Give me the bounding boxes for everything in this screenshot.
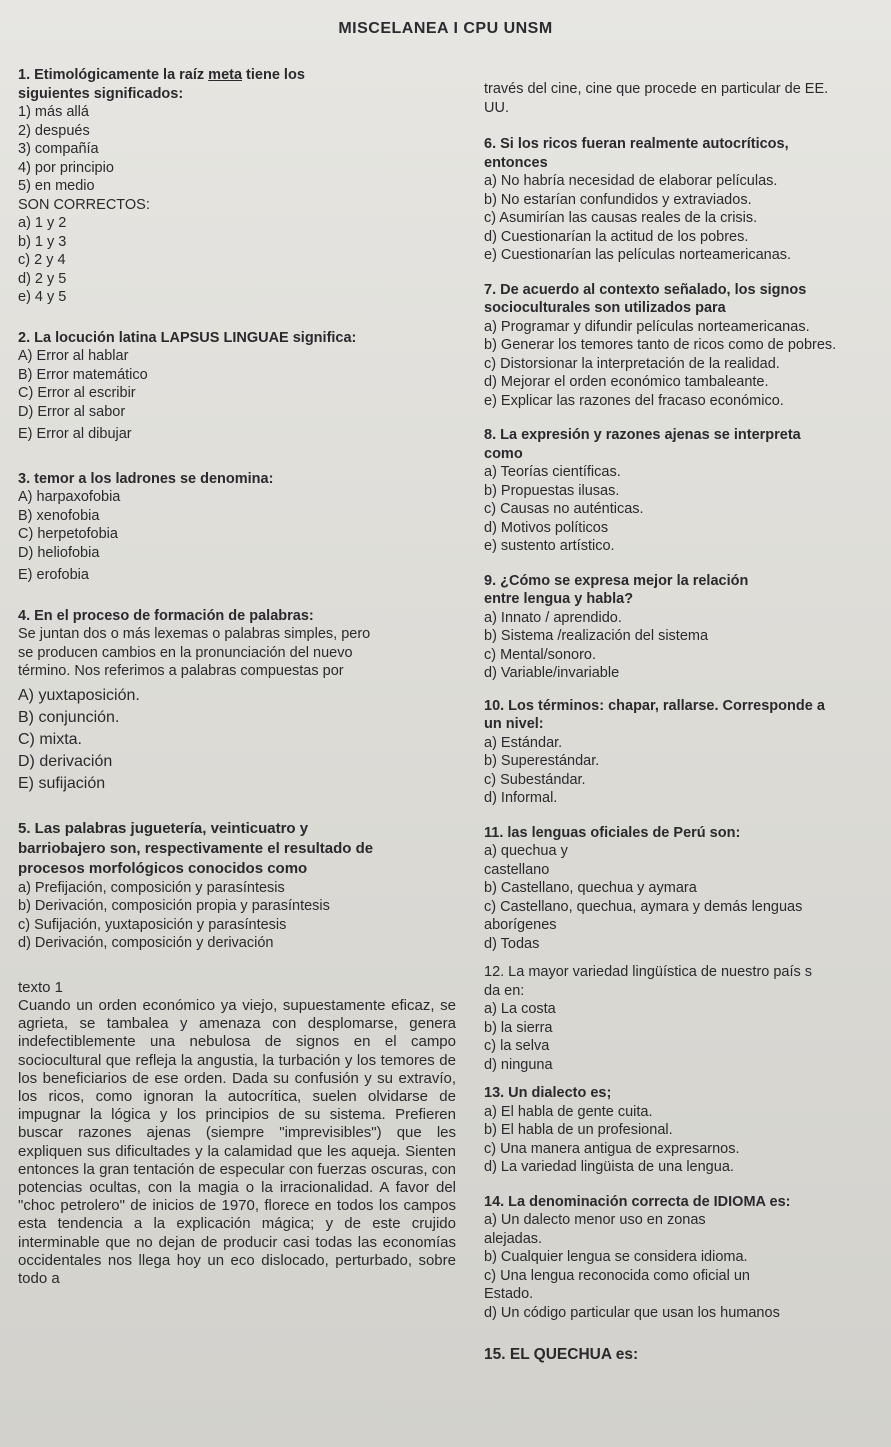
question-2-text: 2. La locución latina LAPSUS LINGUAE significa:: [18, 329, 357, 346]
q1-option-c[interactable]: c) 2 y 4: [18, 252, 66, 268]
q13-option-b[interactable]: b) El habla de un profesional.: [484, 1122, 673, 1138]
q8-option-a[interactable]: a) Teorías científicas.: [484, 464, 621, 480]
question-8-text: 8. La expresión y razones ajenas se interpreta como: [484, 427, 801, 462]
q6-option-c[interactable]: c) Asumirían las causas reales de la crisis.: [484, 210, 758, 226]
q1-option-e[interactable]: e) 4 y 5: [18, 289, 67, 305]
question-1-text: 1. Etimológicamente la raíz meta tiene los siguientes significados:: [18, 67, 305, 102]
q3-option-d[interactable]: D) heliofobia: [18, 544, 100, 561]
q8-option-c[interactable]: c) Causas no auténticas.: [484, 501, 644, 517]
q13-option-c[interactable]: c) Una manera antigua de expresarnos.: [484, 1140, 740, 1157]
passage-continuation: través del cine, cine que procede en particular de EE. UU.: [484, 81, 829, 116]
q8-option-e[interactable]: e) sustento artístico.: [484, 538, 615, 554]
q9-option-d[interactable]: d) Variable/invariable: [484, 665, 620, 681]
q12-option-c[interactable]: c) la selva: [484, 1038, 550, 1054]
q11-option-d[interactable]: d) Todas: [484, 935, 540, 952]
q8-option-d[interactable]: d) Motivos políticos: [484, 519, 609, 536]
question-12-text: 12. La mayor variedad lingüística de nuestro país s da en:: [484, 964, 813, 999]
q10-option-d[interactable]: d) Informal.: [484, 790, 558, 806]
q1-prompt: SON CORRECTOS:: [18, 196, 150, 213]
q9-option-b[interactable]: b) Sistema /realización del sistema: [484, 628, 709, 644]
question-6-text: 6. Si los ricos fueran realmente autocríticos, entonces: [484, 136, 789, 171]
q10-option-c[interactable]: c) Subestándar.: [484, 771, 586, 788]
right-column: [484, 80, 889, 1375]
question-10: [484, 697, 889, 808]
question-13-text: 13. Un dialecto es;: [484, 1085, 612, 1101]
question-10-text: 10. Los términos: chapar, rallarse. Corresponde a un nivel:: [484, 697, 825, 732]
q13-option-d[interactable]: d) La variedad lingüista de una lengua.: [484, 1159, 734, 1175]
question-3-text: 3. temor a los ladrones se denomina:: [18, 470, 274, 487]
question-4-text: 4. En el proceso de formación de palabras:: [18, 607, 314, 624]
q14-option-a[interactable]: a) Un dalecto menor uso en zonas alejadas.: [484, 1212, 706, 1247]
q2-option-a[interactable]: A) Error al hablar: [18, 348, 129, 364]
q1-option-b[interactable]: b) 1 y 3: [18, 233, 67, 250]
question-15: [484, 1346, 889, 1365]
question-14: [484, 1193, 889, 1323]
q12-option-b[interactable]: b) la sierra: [484, 1019, 553, 1036]
question-12: [484, 963, 889, 1074]
question-11: [484, 824, 889, 954]
q13-option-a[interactable]: a) El habla de gente cuita.: [484, 1103, 653, 1120]
question-4-body: Se juntan dos o más lexemas o palabras simples, pero se producen cambios en la pronunciación del nuevo término. Nos referimos a palabras compuestas por: [18, 626, 371, 679]
q5-option-c[interactable]: c) Sufijación, yuxtaposición y parasíntesis: [18, 916, 287, 933]
question-8: [484, 426, 889, 556]
q4-option-d[interactable]: D) derivación: [18, 752, 113, 770]
q7-option-d[interactable]: d) Mejorar el orden económico tambaleante.: [484, 374, 769, 390]
q3-option-c[interactable]: C) herpetofobia: [18, 526, 118, 542]
q4-option-a[interactable]: A) yuxtaposición.: [18, 686, 140, 704]
q2-option-e[interactable]: E) Error al dibujar: [18, 426, 132, 442]
question-15-text: 15. EL QUECHUA es:: [484, 1346, 639, 1363]
q14-option-c[interactable]: c) Una lengua reconocida como oficial un Estado.: [484, 1267, 750, 1302]
q12-option-d[interactable]: d) ninguna: [484, 1056, 553, 1073]
q1-item: 1) más allá: [18, 104, 89, 120]
q14-option-b[interactable]: b) Cualquier lengua se considera idioma.: [484, 1249, 748, 1265]
passage-title: texto 1: [18, 978, 64, 996]
q12-option-a[interactable]: a) La costa: [484, 1001, 556, 1017]
q1-item: 3) compañía: [18, 141, 99, 157]
q1-item: 2) después: [18, 122, 90, 139]
q6-option-d[interactable]: d) Cuestionarían la actitud de los pobres.: [484, 228, 749, 245]
q2-option-c[interactable]: C) Error al escribir: [18, 385, 136, 401]
q7-option-a[interactable]: a) Programar y difundir películas norteamericanas.: [484, 318, 810, 335]
q8-option-b[interactable]: b) Propuestas ilusas.: [484, 482, 620, 499]
q7-option-b[interactable]: b) Generar los temores tanto de ricos como de pobres.: [484, 337, 837, 353]
q10-option-a[interactable]: a) Estándar.: [484, 734, 563, 751]
q1-item: 4) por principio: [18, 159, 114, 176]
q6-option-e[interactable]: e) Cuestionarían las películas norteamericanas.: [484, 247, 792, 263]
question-4: [18, 607, 456, 795]
question-9: [484, 572, 889, 683]
question-5: [18, 819, 456, 953]
passage-body: Cuando un orden económico ya viejo, supuestamente eficaz, se agrieta, se tambalea y amenaza con desplomarse, genera indefectiblemente una nebulosa de signos en el campo sociocultural que refleja la angustia, la turbación y los temores de los beneficiarios de ese orden. Dada su confusión y su extravío, los ricos, como ignoran la autocrítica, suelen olvidarse de impugnar la lógica y los principios de su sistema. Prefieren buscar razones ajenas (siempre "imprevisibles") que les expliquen sus dificultades y la calamidad que les aqueja. Sienten entonces la gran tentación de especular con fuerzas oscuras, con potencias ocultas, con la magia o la irracionalidad. A favor del "choc petrolero" de inicios de 1970, florece en todos los campos esta tendencia a la explicación mágica; y de este crujido interminable que no dejan de producir casi todas las economías occidentales nos llega hoy un eco dislocado, perturbado, sobre todo a: [18, 997, 456, 1288]
q11-option-c[interactable]: c) Castellano, quechua, aymara y demás lenguas aborígenes: [484, 898, 803, 933]
q4-option-c[interactable]: C) mixta.: [18, 730, 82, 748]
question-3: [18, 470, 456, 585]
q2-option-d[interactable]: D) Error al sabor: [18, 403, 126, 420]
reading-passage: [18, 979, 456, 1289]
q10-option-b[interactable]: b) Superestándar.: [484, 753, 600, 769]
q5-option-b[interactable]: b) Derivación, composición propia y parasíntesis: [18, 898, 330, 914]
q11-option-b[interactable]: b) Castellano, quechua y aymara: [484, 880, 697, 896]
q5-option-d[interactable]: d) Derivación, composición y derivación: [18, 935, 274, 951]
q9-option-c[interactable]: c) Mental/sonoro.: [484, 646, 597, 663]
question-6: [484, 135, 889, 265]
q3-option-e[interactable]: E) erofobia: [18, 567, 89, 583]
page-title: MISCELANEA I CPU UNSM: [338, 20, 553, 37]
question-5-text: 5. Las palabras juguetería, veinticuatro y barriobajero son, respectivamente el resultado de procesos morfológicos conocidos como: [18, 819, 374, 877]
question-2: [18, 329, 456, 444]
q7-option-c[interactable]: c) Distorsionar la interpretación de la realidad.: [484, 355, 780, 372]
q5-option-a[interactable]: a) Prefijación, composición y parasíntesis: [18, 879, 285, 896]
question-9-text: 9. ¿Cómo se expresa mejor la relación entre lengua y habla?: [484, 572, 749, 607]
left-column: [18, 66, 456, 1298]
q4-option-b[interactable]: B) conjunción.: [18, 708, 120, 726]
q11-option-a[interactable]: a) quechua y castellano: [484, 843, 568, 878]
question-7-text: 7. De acuerdo al contexto señalado, los signos socioculturales son utilizados para: [484, 281, 807, 316]
question-14-text: 14. La denominación correcta de IDIOMA es:: [484, 1193, 791, 1210]
question-7: [484, 281, 889, 411]
q1-item: 5) en medio: [18, 178, 95, 194]
q3-option-b[interactable]: B) xenofobia: [18, 507, 100, 524]
question-13: [484, 1084, 889, 1177]
q7-option-e[interactable]: e) Explicar las razones del fracaso económico.: [484, 392, 784, 409]
q1-option-a[interactable]: a) 1 y 2: [18, 215, 67, 231]
q3-option-a[interactable]: A) harpaxofobia: [18, 489, 121, 505]
q6-option-a[interactable]: a) No habría necesidad de elaborar películas.: [484, 173, 778, 189]
q2-option-b[interactable]: B) Error matemático: [18, 366, 148, 383]
underlined-root: meta: [208, 67, 243, 83]
q4-option-e[interactable]: E) sufijación: [18, 774, 106, 792]
question-11-text: 11. las lenguas oficiales de Perú son:: [484, 824, 741, 841]
question-1: [18, 66, 456, 307]
q14-option-d[interactable]: d) Un código particular que usan los humanos: [484, 1304, 780, 1321]
q9-option-a[interactable]: a) Innato / aprendido.: [484, 609, 622, 626]
q6-option-b[interactable]: b) No estarían confundidos y extraviados.: [484, 191, 752, 208]
q1-option-d[interactable]: d) 2 y 5: [18, 270, 67, 287]
